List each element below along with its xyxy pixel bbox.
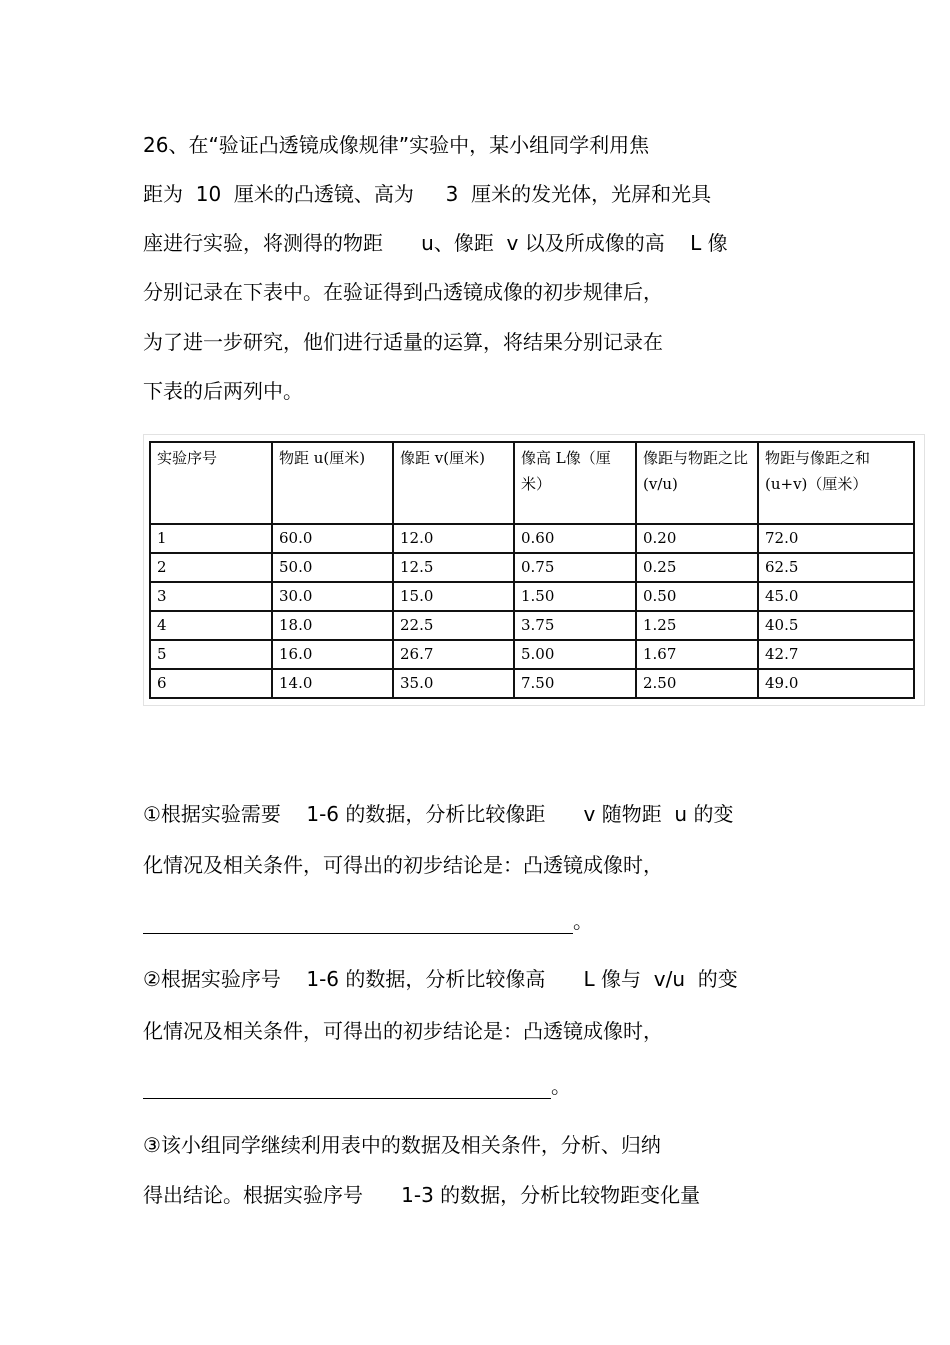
table-cell: 12.5	[393, 553, 514, 582]
answer-blank-2[interactable]	[143, 1078, 551, 1099]
table-cell: 40.5	[758, 611, 914, 640]
table-header-cell: 物距与像距之和(u+v)（厘米）	[758, 442, 914, 524]
question-1-line-1: ①根据实验需要 1-6 的数据，分析比较像距 v 随物距 u 的变	[143, 802, 734, 826]
question-2-line-2: 化情况及相关条件，可得出的初步结论是：凸透镜成像时，	[143, 1019, 663, 1043]
table-cell: 1.50	[514, 582, 636, 611]
data-table-figure	[143, 434, 925, 706]
table-row	[150, 553, 914, 582]
table-cell: 26.7	[393, 640, 514, 669]
table-cell: 35.0	[393, 669, 514, 698]
table-cell: 12.0	[393, 524, 514, 553]
table-cell: 49.0	[758, 669, 914, 698]
table-cell: 4	[150, 611, 272, 640]
table-cell: 5	[150, 640, 272, 669]
table-cell: 0.75	[514, 553, 636, 582]
table-header-cell: 像距与物距之比(v/u)	[636, 442, 758, 524]
table-header-cell: 像距 v(厘米)	[393, 442, 514, 524]
table-cell: 0.50	[636, 582, 758, 611]
table-cell: 50.0	[272, 553, 393, 582]
table-cell: 16.0	[272, 640, 393, 669]
table-header-cell: 物距 u(厘米)	[272, 442, 393, 524]
table-cell: 62.5	[758, 553, 914, 582]
table-cell: 1.67	[636, 640, 758, 669]
question-2-line-1: ②根据实验序号 1-6 的数据，分析比较像高 L 像与 v/u 的变	[143, 967, 738, 991]
table-cell: 6	[150, 669, 272, 698]
table-row	[150, 524, 914, 553]
table-cell: 45.0	[758, 582, 914, 611]
table-cell: 5.00	[514, 640, 636, 669]
table-row	[150, 669, 914, 698]
answer-period-2: 。	[551, 1074, 571, 1098]
intro-line-2: 距为 10 厘米的凸透镜、高为 3 厘米的发光体，光屏和光具	[143, 182, 712, 206]
table-cell: 3.75	[514, 611, 636, 640]
table-cell: 7.50	[514, 669, 636, 698]
table-cell: 1.25	[636, 611, 758, 640]
answer-line-2	[143, 1073, 571, 1099]
table-cell: 60.0	[272, 524, 393, 553]
table-cell: 2	[150, 553, 272, 582]
intro-line-1: 26、在“验证凸透镜成像规律”实验中，某小组同学利用焦	[143, 133, 650, 157]
table-cell: 42.7	[758, 640, 914, 669]
table-cell: 30.0	[272, 582, 393, 611]
intro-line-6: 下表的后两列中。	[143, 379, 303, 403]
table-cell: 72.0	[758, 524, 914, 553]
answer-line-1	[143, 908, 593, 934]
answer-period-1: 。	[573, 909, 593, 933]
table-cell: 14.0	[272, 669, 393, 698]
table-cell: 1	[150, 524, 272, 553]
data-table	[149, 441, 915, 699]
intro-line-5: 为了进一步研究，他们进行适量的运算，将结果分别记录在	[143, 330, 663, 354]
table-header-cell: 像高 L像（厘米）	[514, 442, 636, 524]
table-cell: 2.50	[636, 669, 758, 698]
table-cell: 22.5	[393, 611, 514, 640]
question-1-line-2: 化情况及相关条件，可得出的初步结论是：凸透镜成像时，	[143, 853, 663, 877]
table-row	[150, 611, 914, 640]
table-cell: 0.60	[514, 524, 636, 553]
table-row	[150, 582, 914, 611]
table-cell: 0.20	[636, 524, 758, 553]
table-cell: 15.0	[393, 582, 514, 611]
table-header-cell: 实验序号	[150, 442, 272, 524]
table-cell: 18.0	[272, 611, 393, 640]
question-3-line-1: ③该小组同学继续利用表中的数据及相关条件，分析、归纳	[143, 1133, 661, 1157]
question-3-line-2: 得出结论。根据实验序号 1-3 的数据，分析比较物距变化量	[143, 1183, 701, 1207]
answer-blank-1[interactable]	[143, 913, 573, 934]
intro-line-4: 分别记录在下表中。在验证得到凸透镜成像的初步规律后，	[143, 280, 663, 304]
table-header-row	[150, 442, 914, 524]
intro-line-3: 座进行实验，将测得的物距 u、像距 v 以及所成像的高 L 像	[143, 231, 728, 255]
table-row	[150, 640, 914, 669]
table-cell: 0.25	[636, 553, 758, 582]
table-cell: 3	[150, 582, 272, 611]
